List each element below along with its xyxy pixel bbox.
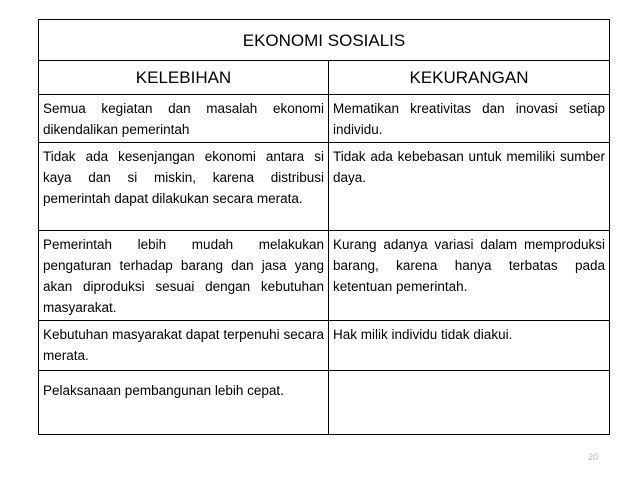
table-row <box>39 321 610 371</box>
table-cell: Hak milik individu tidak diakui. <box>329 321 610 371</box>
table-cell: Mematikan kreativitas dan inovasi setiap individu. <box>329 95 610 143</box>
table-cell: Kurang adanya variasi dalam memproduksi barang, karena hanya terbatas pada ketentuan pemerintah. <box>329 231 610 321</box>
table-row <box>39 231 610 321</box>
table-row <box>39 371 610 435</box>
table-cell: Semua kegiatan dan masalah ekonomi dikendalikan pemerintah <box>39 95 329 143</box>
comparison-table <box>38 19 610 435</box>
page-number: 20 <box>588 452 599 462</box>
table-cell <box>329 371 610 435</box>
column-header-kekurangan: KEKURANGAN <box>329 61 610 95</box>
table-row <box>39 143 610 231</box>
table-cell: Tidak ada kesenjangan ekonomi antara si kaya dan si miskin, karena distribusi pemerintah dapat dilakukan secara merata. <box>39 143 329 231</box>
column-header-kelebihan: KELEBIHAN <box>39 61 329 95</box>
table-row <box>39 95 610 143</box>
table-title: EKONOMI SOSIALIS <box>39 20 610 61</box>
table-cell: Tidak ada kebebasan untuk memiliki sumber daya. <box>329 143 610 231</box>
table-cell: Pemerintah lebih mudah melakukan pengaturan terhadap barang dan jasa yang akan diproduksi sesuai dengan kebutuhan masyarakat. <box>39 231 329 321</box>
table-cell: Pelaksanaan pembangunan lebih cepat. <box>39 371 329 435</box>
table-cell: Kebutuhan masyarakat dapat terpenuhi secara merata. <box>39 321 329 371</box>
